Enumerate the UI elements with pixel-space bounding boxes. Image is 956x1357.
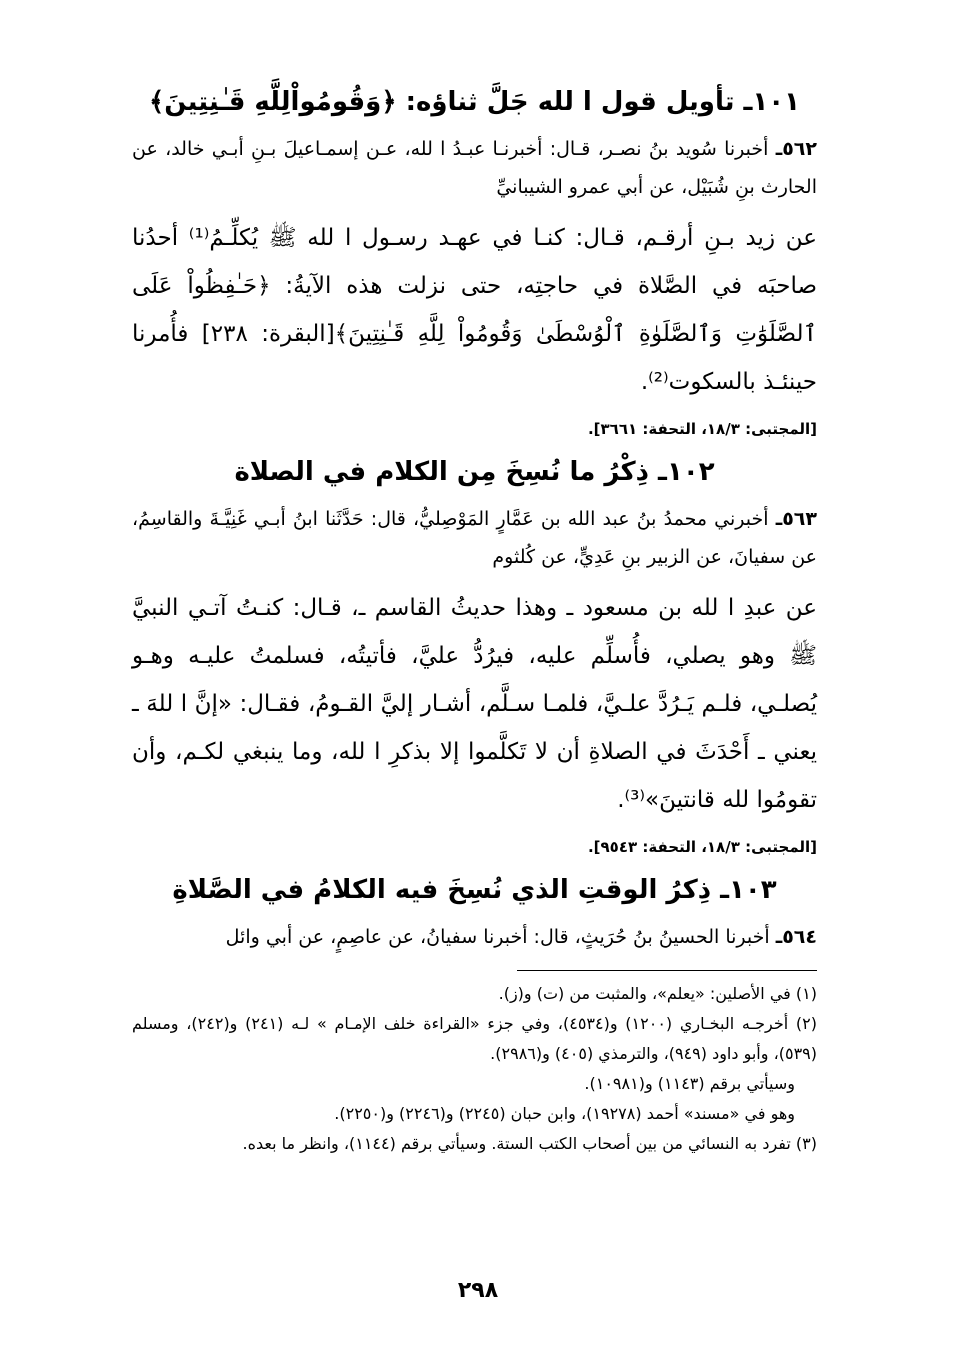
chapter-103 (132, 868, 817, 956)
footnote: وهو في «مسند» أحمد (١٩٢٧٨)، وابن حبان (٢٢٤٥) و(٢٢٤٦) و(٢٢٥٠). (334, 1104, 795, 1123)
hadith-number: ٥٦٤ـ (775, 926, 817, 948)
hadith-isnad (132, 500, 817, 576)
chapter-101 (132, 80, 817, 442)
footnote: (٢) أخرجـه البخـاري (١٢٠٠) و(٤٥٣٤)، وفي جزء «القراءة خلف الإمـام » لـه (٢٤١) و(٢٤٢)، ومسلم (٥٣٩)، وأبو داود (٩٤٩)، والترمذي (٤٠٥) و(٢٩٨٦). (132, 1014, 818, 1063)
chapter-heading: ١٠٣ـ ذِكرُ الوقتِ الذي نُسِخَ فيه الكلامُ في الصَّلاةِ (172, 875, 777, 905)
hadith-isnad (132, 918, 817, 956)
isnad-text: أخبرنا سُويد بنُ نصـر، قـال: أخبرنـا عبـدُ ا لله، عـن إسمـاعيلَ بـنِ أبـي خالد، عن الحارث بنِ شُبَيْل، عن أبي عمرو الشيبانيِّ (132, 138, 817, 198)
chapter-heading: ١٠١ـ تأويل قول ا لله جَلَّ ثناؤه: ﴿وَقُومُواْلِلَّهِ قَـٰنِتِينَ﴾ (148, 87, 801, 117)
isnad-text: أخبرني محمدُ بنُ عبد الله بن عَمَّارٍ المَوْصِليُّ، قال: حَدَّثَنا ابنُ أبـي غَنِيَّـةَ والقاسِمُ، عن سفيانَ، عن الزبير بنِ عَدِيٍّ، عن كُلثوم (132, 508, 817, 568)
footnote: (٣) تفرد به النسائي من بين أصحاب الكتب الستة. وسيأتي برقم (١١٤٤)، وانظر ما بعده. (242, 1134, 817, 1153)
footnotes (132, 979, 817, 1159)
hadith-matn: عن زيد بـنِ أرقـم، قـال: كنـا في عهـد رسـول ا لله ﷺ يُكلِّـمُ⁽¹⁾ أحدُنا صاحبَه في الصَّلاة في حاجتِه، حتى نزلت هذه الآيةُ: ﴿حَـٰفِظُواْ عَلَى ٱلصَّلَوَٰتِ وَٱلصَّلَوٰةِ ٱلْوُسْطَىٰ وَقُومُواْ لِلَّهِ قَـٰنِتِينَ﴾[البقرة: ٢٣٨] فأُمرنا حينئـذ بالسكوت⁽²⁾. (132, 225, 817, 395)
footnote: وسيأتي برقم (١١٤٣) و(١٠٩٨١). (584, 1074, 795, 1093)
chapter-heading: ١٠٢ـ ذِكْرُ ما نُسِخَ مِن الكلام في الصلاة (234, 457, 715, 487)
hadith-matn: عن عبدِ ا لله بن مسعود ـ وهذا حديثُ القاسم ـ، قـال: كنـتُ آتـي النبيَّ ﷺ وهو يصلي، فأُسلِّم عليه، فيرُدُّ عليَّ، فأتيتُه، فسلمتُ عليـه وهـو يُصلـي، فلـم يَـرُدَّ علـيَّ، فلمـا سـلَّم، أشـار إليَّ القـومُ، فقـال: «إنَّ ا للهَ ـ يعني ـ أَحْدَثَ في الصلاةِ أن لا تَكلَّموا إلا بذكرِ ا لله، وما ينبغي لكـم، وأن تقومُوا لله قانتينَ»⁽³⁾. (132, 595, 817, 813)
hadith-number: ٥٦٣ـ (775, 508, 817, 530)
page-body (132, 80, 817, 1159)
hadith-number: ٥٦٢ـ (775, 138, 817, 160)
footnote: (١) في الأصلين: «يعلم»، والمثبت من (ت) و(ز). (498, 984, 817, 1003)
hadith-isnad (132, 130, 817, 206)
page-number: ٢٩٨ (457, 1278, 499, 1303)
reference-line: [المجتبى: ١٨/٣، التحفة: ٩٥٤٣]. (587, 838, 817, 856)
footnote-divider (517, 970, 817, 971)
chapter-102 (132, 450, 817, 860)
reference-line: [المجتبى: ١٨/٣، التحفة: ٣٦٦١]. (587, 420, 817, 438)
isnad-text: أخبرنا الحسينُ بنُ حُرَيثٍ، قال: أخبرنا سفيانُ، عن عاصِمٍ، عن أبي وائل (225, 926, 770, 948)
